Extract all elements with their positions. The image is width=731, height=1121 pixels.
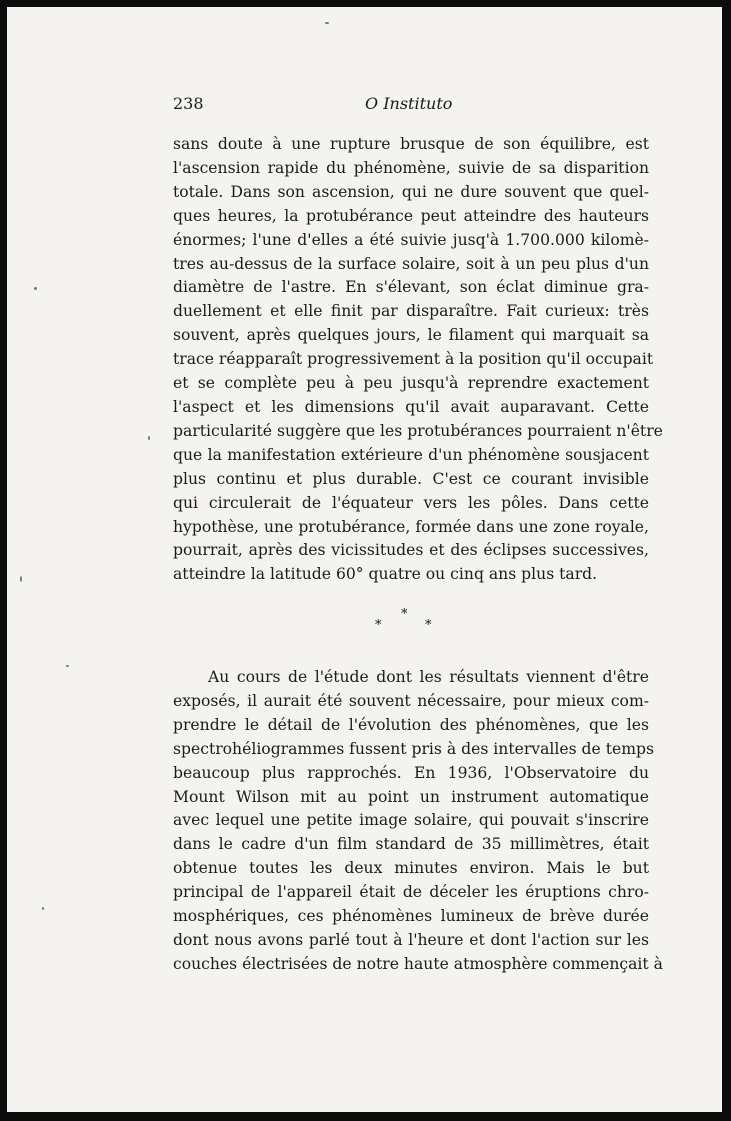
- paragraph-1: [173, 133, 663, 587]
- text-line: Mount Wilson mit au point un instrument automatique: [173, 787, 649, 806]
- text-line: mosphériques, ces phénomènes lumineux de brève durée: [173, 907, 649, 926]
- book-page: [7, 7, 722, 1112]
- scan-speck: [20, 576, 22, 582]
- text-line: prendre le détail de l'évolution des phénomènes, que les: [173, 715, 649, 734]
- text-line: beaucoup plus rapprochés. En 1936, l'Observatoire du: [173, 763, 649, 782]
- asterism-star: *: [401, 607, 408, 622]
- text-line: pourrait, après des vicissitudes et des éclipses successives,: [173, 541, 649, 560]
- asterism-star: *: [425, 618, 432, 633]
- text-line: Au cours de l'étude dont les résultats viennent d'être: [208, 668, 649, 686]
- text-line: dont nous avons parlé tout à l'heure et dont l'action sur les: [173, 930, 649, 949]
- text-line: dans le cadre d'un film standard de 35 millimètres, était: [173, 835, 649, 854]
- text-line: atteindre la latitude 60° quatre ou cinq ans plus tard.: [173, 565, 598, 584]
- text-line: diamètre de l'astre. En s'élevant, son éclat diminue gra-: [173, 278, 649, 297]
- scan-speck: [34, 287, 37, 290]
- asterism-star: *: [375, 618, 382, 633]
- running-title: O Instituto: [365, 94, 453, 113]
- text-line: énormes; l'une d'elles a été suivie jusq'à 1.700.000 kilomè-: [173, 230, 649, 249]
- text-line: et se complète peu à peu jusqu'à reprendre exactement: [173, 374, 649, 393]
- text-line: l'ascension rapide du phénomène, suivie de sa disparition: [173, 158, 649, 177]
- text-line: souvent, après quelques jours, le filament qui marquait sa: [173, 326, 649, 345]
- text-line: tres au-dessus de la surface solaire, soit à un peu plus d'un: [173, 254, 649, 273]
- section-separator: [367, 607, 447, 647]
- text-line: spectrohéliogrammes fussent pris à des intervalles de temps: [173, 739, 654, 758]
- text-line: hypothèse, une protubérance, formée dans une zone royale,: [173, 517, 649, 536]
- text-line: ques heures, la protubérance peut atteindre des hauteurs: [173, 206, 649, 225]
- paragraph-2: [173, 666, 663, 977]
- text-line: que la manifestation extérieure d'un phénomène sousjacent: [173, 445, 649, 464]
- text-line: l'aspect et les dimensions qu'il avait auparavant. Cette: [173, 397, 649, 416]
- text-line: plus continu et plus durable. C'est ce courant invisible: [173, 469, 649, 488]
- text-line: principal de l'appareil était de déceler les éruptions chro-: [173, 883, 649, 902]
- text-line: particularité suggère que les protubérances pourraient n'être: [173, 421, 663, 440]
- scan-speck: [325, 22, 329, 24]
- text-line: exposés, il aurait été souvent nécessaire, pour mieux com-: [173, 691, 649, 710]
- text-line: avec lequel une petite image solaire, qui pouvait s'inscrire: [173, 811, 649, 830]
- text-line: sans doute à une rupture brusque de son équilibre, est: [173, 135, 649, 153]
- text-line: duellement et elle finit par disparaître. Fait curieux: très: [173, 302, 649, 321]
- page-header: [173, 94, 649, 118]
- text-line: trace réapparaît progressivement à la position qu'il occupait: [173, 350, 654, 369]
- text-line: couches électrisées de notre haute atmosphère commençait à: [173, 954, 663, 973]
- text-line: qui circulerait de l'équateur vers les pôles. Dans cette: [173, 493, 649, 512]
- scan-speck: [66, 665, 69, 667]
- scan-speck: [42, 907, 44, 910]
- text-line: totale. Dans son ascension, qui ne dure souvent que quel-: [173, 182, 649, 201]
- text-line: obtenue toutes les deux minutes environ. Mais le but: [173, 859, 649, 878]
- scan-speck: [148, 436, 150, 440]
- page-number: 238: [173, 94, 204, 113]
